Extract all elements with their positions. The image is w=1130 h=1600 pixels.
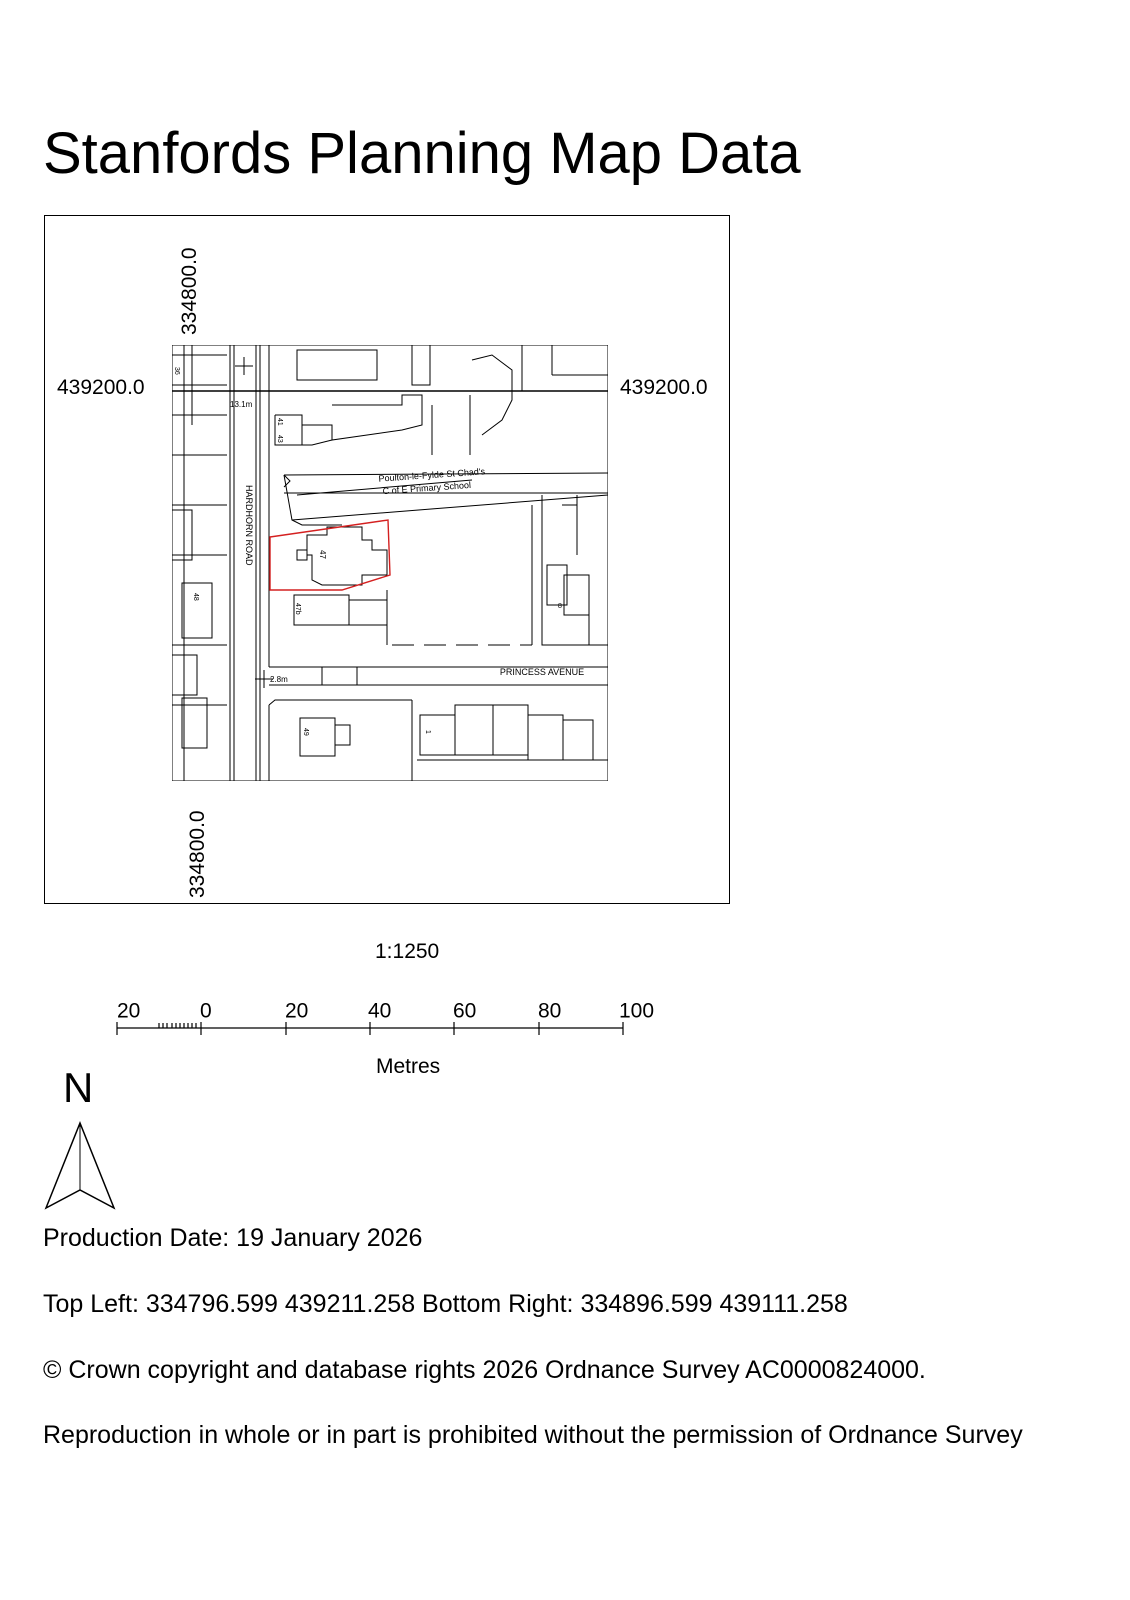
building [455, 705, 493, 755]
map-extent-coords: Top Left: 334796.599 439211.258 Bottom Right: 334896.599 439111.258 [43, 1290, 848, 1318]
label-house-47b: 47b [294, 603, 301, 615]
building [294, 595, 349, 625]
coord-bottom-easting: 334800.0 [186, 810, 209, 898]
building [297, 350, 377, 380]
page-title: Stanfords Planning Map Data [43, 121, 801, 186]
label-house-8: 8 [558, 603, 562, 610]
scale-bar [110, 995, 670, 1040]
scale-units: Metres [376, 1055, 441, 1078]
label-house-41: 41 [276, 418, 283, 426]
label-princess-avenue: PRINCESS AVENUE [499, 667, 585, 677]
label-house-36: 36 [173, 367, 180, 375]
scale-tick-label: 100 [619, 999, 655, 1023]
label-house-48: 48 [192, 593, 199, 601]
scale-tick-label: 20 [285, 999, 309, 1023]
copyright-notice: © Crown copyright and database rights 2026 Ordnance Survey AC0000824000. [43, 1356, 926, 1384]
label-spot-height-bottom: 2.8m [270, 675, 288, 684]
coord-right-northing: 439200.0 [620, 376, 708, 399]
north-label: N [63, 1064, 94, 1111]
north-arrow-icon [43, 1120, 117, 1212]
building [528, 715, 563, 760]
label-house-49: 49 [302, 728, 309, 736]
label-hardhorn-road: HARDHORN ROAD [244, 485, 254, 566]
building [182, 583, 212, 638]
building [420, 715, 455, 755]
reproduction-notice: Reproduction in whole or in part is prohibited without the permission of Ordnance Survey [43, 1421, 1023, 1449]
scale-tick-label: 0 [200, 999, 212, 1023]
coord-top-easting: 334800.0 [178, 247, 201, 335]
production-date: Production Date: 19 January 2026 [43, 1224, 423, 1252]
label-house-43: 43 [276, 435, 283, 443]
label-spot-height-top: 13.1m [230, 400, 253, 409]
label-school-line1: Poulton-le-Fylde St Chad's [378, 466, 486, 484]
coord-left-northing: 439200.0 [57, 376, 145, 399]
building [564, 575, 589, 615]
map-area [172, 345, 608, 781]
building [493, 705, 528, 755]
scale-tick-label: 60 [453, 999, 477, 1023]
building [349, 600, 387, 625]
scale-tick-label: 80 [538, 999, 562, 1023]
building [563, 720, 593, 760]
label-house-47: 47 [318, 550, 327, 559]
label-house-1: 1 [424, 730, 431, 734]
scale-ratio: 1:1250 [375, 940, 440, 963]
site-boundary [270, 520, 390, 590]
label-school-line2: C of E Primary School [382, 479, 472, 497]
scale-tick-label: 20 [117, 999, 141, 1023]
scale-tick-label: 40 [368, 999, 392, 1023]
building [300, 718, 335, 756]
